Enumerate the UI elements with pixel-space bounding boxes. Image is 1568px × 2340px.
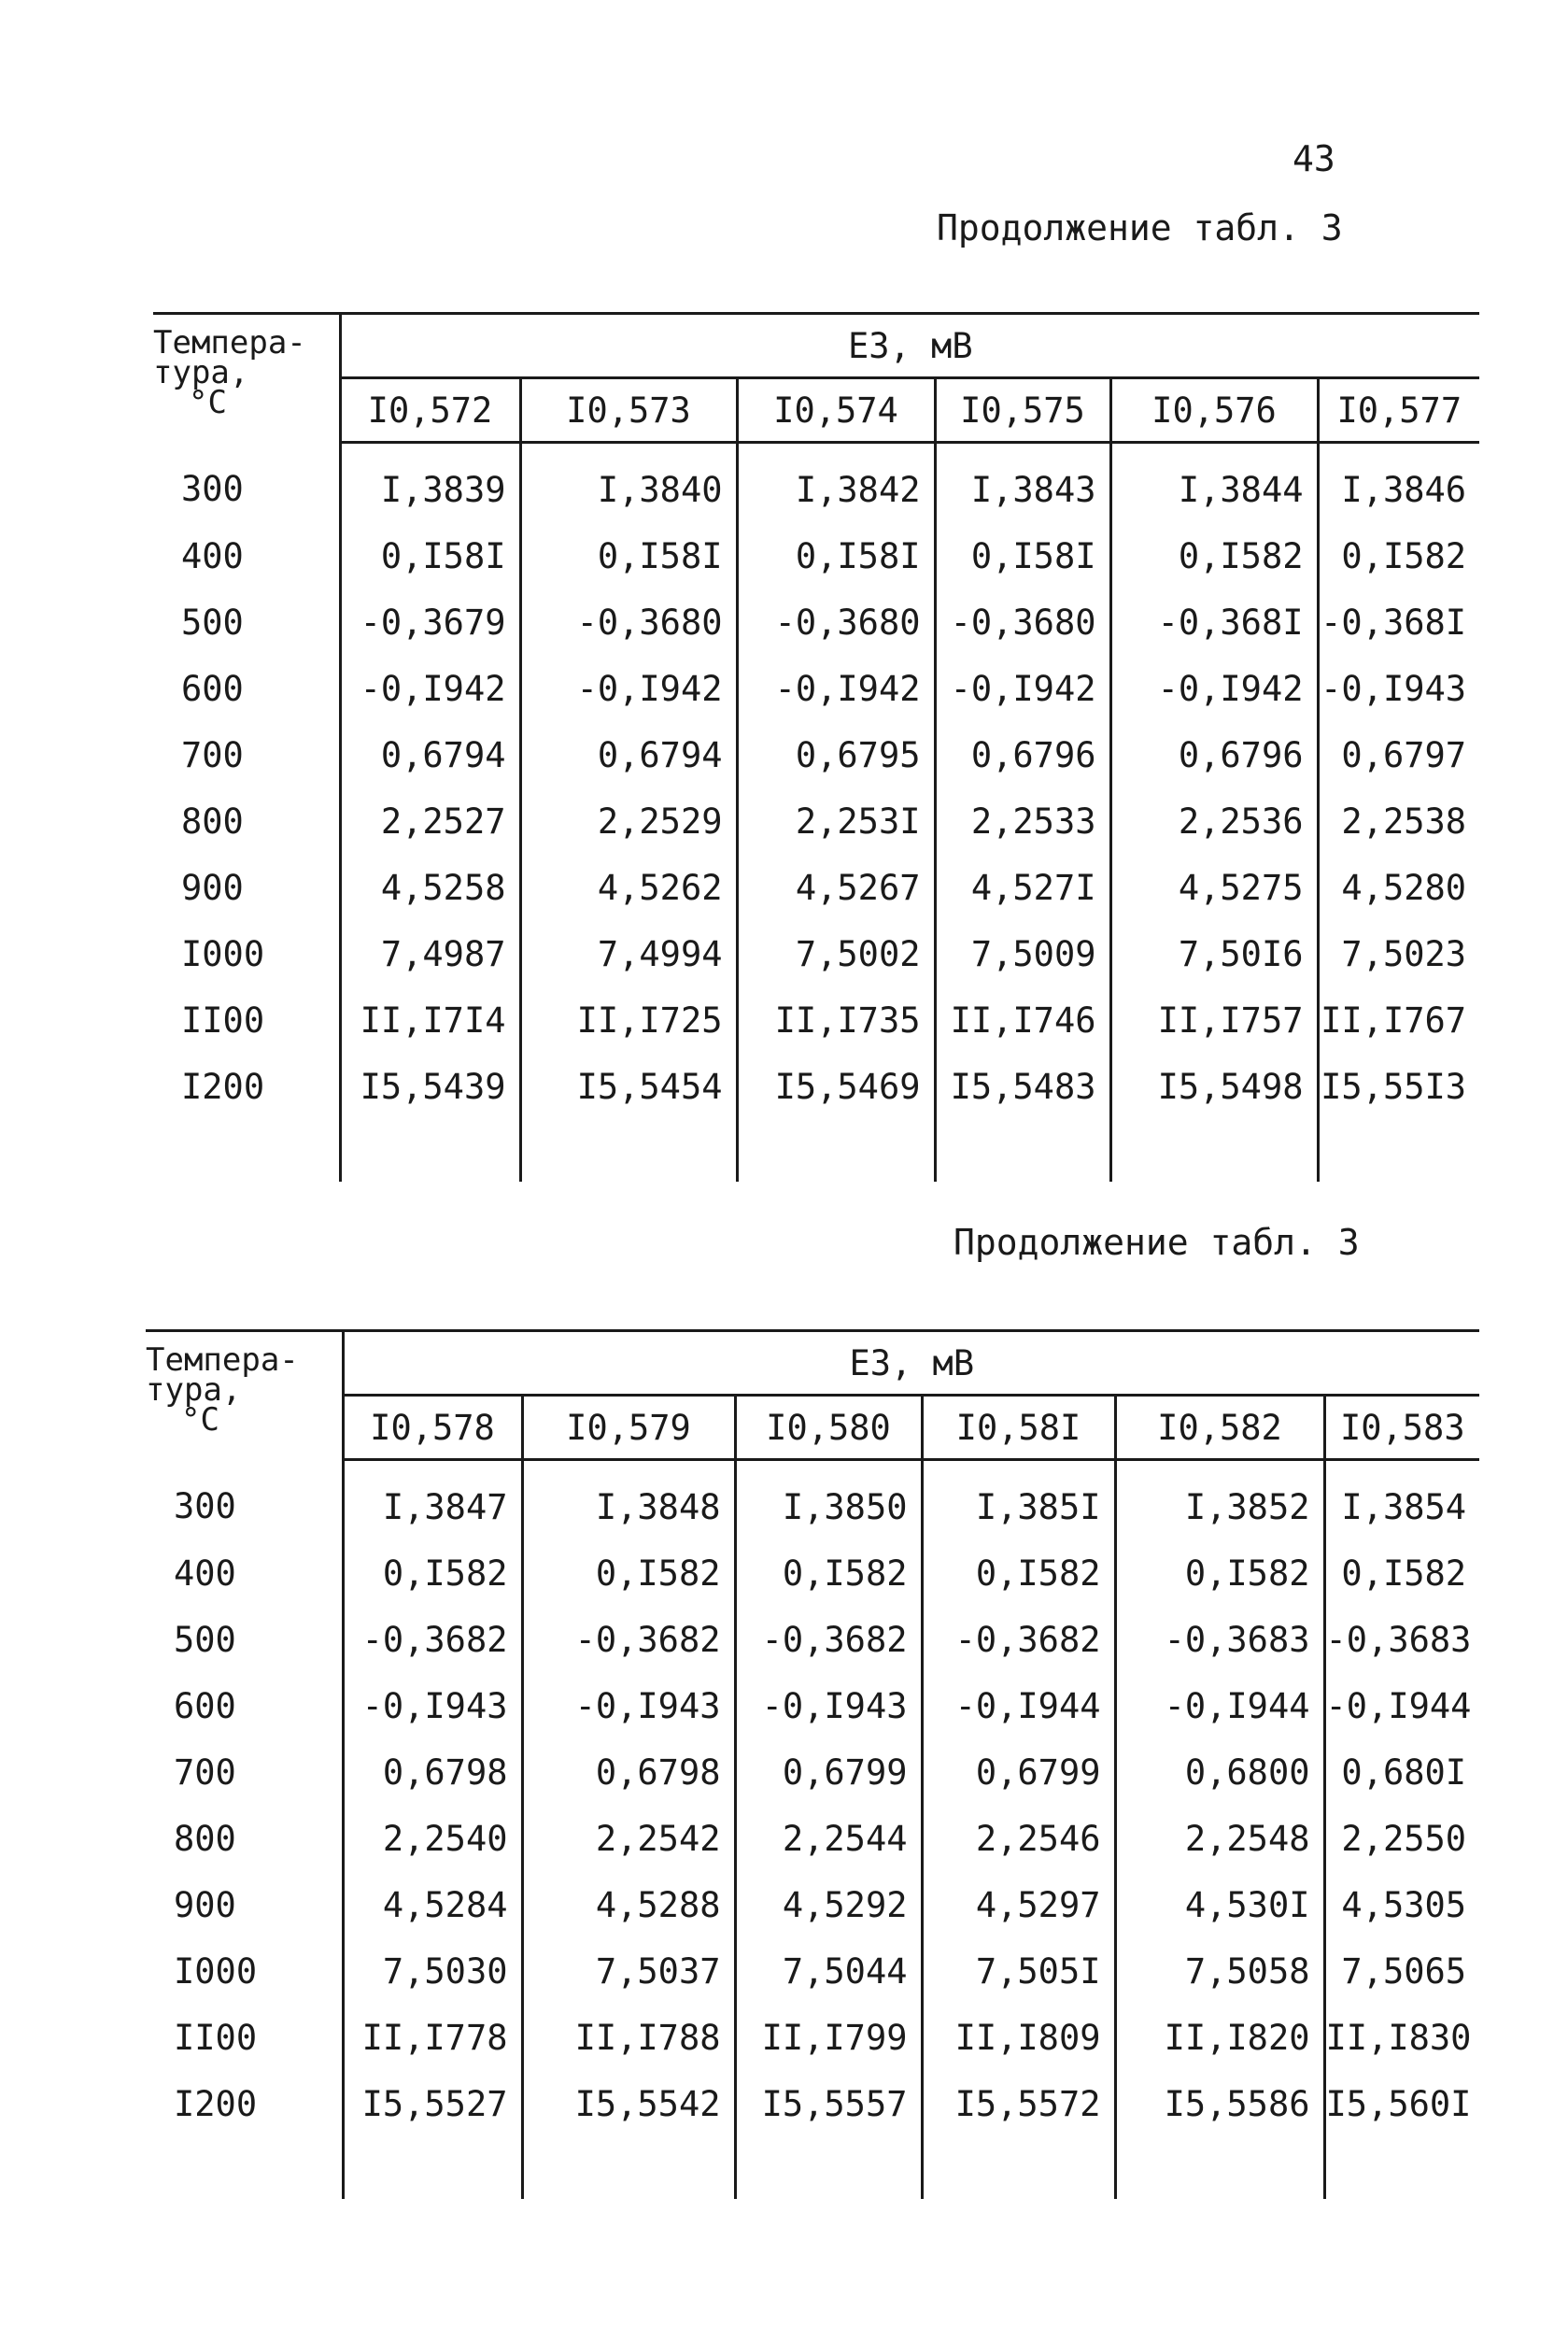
emf-value-cell: -0,368I bbox=[1110, 589, 1318, 656]
empty-cell bbox=[1110, 1120, 1318, 1182]
emf-value-cell: I5,560I bbox=[1324, 2071, 1479, 2137]
temperature-header bbox=[146, 1331, 343, 1460]
temperature-cell: 300 bbox=[181, 469, 244, 510]
temperature-cell: 600 bbox=[174, 1686, 236, 1726]
emf-value-cell: 4,5297 bbox=[922, 1872, 1115, 1938]
emf-value-cell: I5,5572 bbox=[922, 2071, 1115, 2137]
emf-value-cell: 0,680I bbox=[1324, 1739, 1479, 1806]
emf-value-cell: I5,5439 bbox=[340, 1054, 520, 1120]
table-row bbox=[153, 1054, 1479, 1120]
emf-value-cell: 0,6797 bbox=[1318, 722, 1479, 788]
temperature-unit: °C bbox=[189, 384, 227, 421]
temperature-header-line1: Темпера- bbox=[146, 1341, 299, 1379]
temperature-cell: 500 bbox=[174, 1620, 236, 1660]
column-header: I0,580 bbox=[735, 1396, 922, 1460]
emf-value-cell: I,3848 bbox=[522, 1460, 735, 1541]
table-row bbox=[146, 1673, 1479, 1739]
emf-value-cell: I5,5542 bbox=[522, 2071, 735, 2137]
emf-value-cell: II,I830 bbox=[1324, 2005, 1479, 2071]
temperature-cell: 600 bbox=[181, 669, 244, 709]
table-row bbox=[153, 788, 1479, 855]
table-row bbox=[153, 589, 1479, 656]
table-row bbox=[153, 855, 1479, 921]
table-row bbox=[153, 523, 1479, 589]
emf-value-cell: 0,6796 bbox=[1110, 722, 1318, 788]
emf-value-cell: 4,527I bbox=[935, 855, 1110, 921]
emf-value-cell: I,3850 bbox=[735, 1460, 922, 1541]
emf-value-cell: -0,3682 bbox=[735, 1607, 922, 1673]
emf-value-cell: 0,6799 bbox=[735, 1739, 922, 1806]
empty-cell bbox=[146, 2137, 343, 2199]
empty-cell bbox=[522, 2137, 735, 2199]
emf-value-cell: 0,I582 bbox=[1318, 523, 1479, 589]
emf-value-cell: -0,3680 bbox=[935, 589, 1110, 656]
column-header: I0,578 bbox=[343, 1396, 522, 1460]
table-row bbox=[146, 1460, 1479, 1541]
emf-value-cell: I5,55I3 bbox=[1318, 1054, 1479, 1120]
emf-value-cell: 2,2546 bbox=[922, 1806, 1115, 1872]
temperature-cell: 500 bbox=[181, 603, 244, 643]
emf-value-cell: 0,I58I bbox=[340, 523, 520, 589]
emf-value-cell: -0,3682 bbox=[522, 1607, 735, 1673]
temperature-cell: 900 bbox=[181, 868, 244, 908]
emf-value-cell: 7,5037 bbox=[522, 1938, 735, 2005]
column-header: I0,575 bbox=[935, 378, 1110, 443]
emf-value-cell: 0,6798 bbox=[522, 1739, 735, 1806]
emf-value-cell: 0,I58I bbox=[737, 523, 935, 589]
emf-value-cell: I,385I bbox=[922, 1460, 1115, 1541]
emf-value-cell: -0,3680 bbox=[520, 589, 737, 656]
emf-value-cell: 0,I582 bbox=[343, 1540, 522, 1607]
column-header: I0,583 bbox=[1324, 1396, 1479, 1460]
emf-value-cell: 0,6795 bbox=[737, 722, 935, 788]
emf-value-cell: 7,505I bbox=[922, 1938, 1115, 2005]
emf-value-cell: 7,4994 bbox=[520, 921, 737, 987]
emf-group-header: E3, мВ bbox=[340, 314, 1479, 378]
emf-value-cell: 0,6794 bbox=[340, 722, 520, 788]
emf-value-cell: I5,5498 bbox=[1110, 1054, 1318, 1120]
emf-value-cell: 7,5023 bbox=[1318, 921, 1479, 987]
emf-value-cell: 0,6799 bbox=[922, 1739, 1115, 1806]
empty-cell bbox=[153, 1120, 340, 1182]
empty-cell bbox=[737, 1120, 935, 1182]
emf-value-cell: II,I725 bbox=[520, 987, 737, 1054]
thermo-emf-table bbox=[153, 312, 1479, 1182]
table-row bbox=[146, 1739, 1479, 1806]
table-row bbox=[146, 1938, 1479, 2005]
temperature-cell: 700 bbox=[174, 1752, 236, 1793]
emf-value-cell: II,I799 bbox=[735, 2005, 922, 2071]
emf-value-cell: 4,5284 bbox=[343, 1872, 522, 1938]
emf-value-cell: -0,I942 bbox=[340, 656, 520, 722]
emf-value-cell: 0,I582 bbox=[1324, 1540, 1479, 1607]
emf-value-cell: I5,5527 bbox=[343, 2071, 522, 2137]
temperature-cell: 300 bbox=[174, 1486, 236, 1527]
emf-value-cell: 0,I582 bbox=[522, 1540, 735, 1607]
emf-value-cell: 2,2550 bbox=[1324, 1806, 1479, 1872]
table-row bbox=[146, 1540, 1479, 1607]
temperature-header-line1: Темпера- bbox=[153, 324, 306, 362]
column-header: I0,58I bbox=[922, 1396, 1115, 1460]
emf-value-cell: I,3852 bbox=[1115, 1460, 1324, 1541]
emf-value-cell: II,I7I4 bbox=[340, 987, 520, 1054]
emf-value-cell: 0,6794 bbox=[520, 722, 737, 788]
temperature-cell: I200 bbox=[174, 2084, 258, 2124]
emf-value-cell: 4,5292 bbox=[735, 1872, 922, 1938]
emf-value-cell: I,3839 bbox=[340, 443, 520, 524]
temperature-cell: I000 bbox=[181, 934, 265, 974]
emf-value-cell: -0,I943 bbox=[1318, 656, 1479, 722]
empty-cell bbox=[1324, 2137, 1479, 2199]
emf-value-cell: -0,I942 bbox=[520, 656, 737, 722]
emf-value-cell: 0,6798 bbox=[343, 1739, 522, 1806]
column-header-row bbox=[153, 378, 1479, 443]
temperature-cell: I000 bbox=[174, 1951, 258, 1992]
emf-value-cell: II,I809 bbox=[922, 2005, 1115, 2071]
emf-value-cell: 2,2544 bbox=[735, 1806, 922, 1872]
empty-cell bbox=[735, 2137, 922, 2199]
emf-value-cell: I,3847 bbox=[343, 1460, 522, 1541]
emf-value-cell: -0,I942 bbox=[935, 656, 1110, 722]
emf-value-cell: II,I788 bbox=[522, 2005, 735, 2071]
emf-value-cell: II,I757 bbox=[1110, 987, 1318, 1054]
emf-value-cell: 4,5305 bbox=[1324, 1872, 1479, 1938]
emf-value-cell: I5,5454 bbox=[520, 1054, 737, 1120]
emf-value-cell: 7,50I6 bbox=[1110, 921, 1318, 987]
emf-value-cell: I,3842 bbox=[737, 443, 935, 524]
emf-value-cell: 0,I582 bbox=[1110, 523, 1318, 589]
emf-value-cell: II,I820 bbox=[1115, 2005, 1324, 2071]
emf-value-cell: -0,I944 bbox=[1324, 1673, 1479, 1739]
column-header: I0,573 bbox=[520, 378, 737, 443]
emf-value-cell: -0,I943 bbox=[522, 1673, 735, 1739]
column-header: I0,582 bbox=[1115, 1396, 1324, 1460]
empty-cell bbox=[1115, 2137, 1324, 2199]
temperature-header-line2: тура, bbox=[146, 1371, 242, 1409]
emf-value-cell: I5,5469 bbox=[737, 1054, 935, 1120]
emf-value-cell: 0,I582 bbox=[922, 1540, 1115, 1607]
table-caption: Продолжение табл. 3 bbox=[937, 207, 1343, 248]
emf-value-cell: 2,2533 bbox=[935, 788, 1110, 855]
temperature-cell: II00 bbox=[174, 2018, 258, 2058]
column-header: I0,572 bbox=[340, 378, 520, 443]
temperature-cell: 800 bbox=[181, 801, 244, 842]
temperature-cell: 800 bbox=[174, 1819, 236, 1859]
emf-value-cell: 4,5258 bbox=[340, 855, 520, 921]
emf-value-cell: 7,4987 bbox=[340, 921, 520, 987]
empty-cell bbox=[343, 2137, 522, 2199]
temperature-cell: 700 bbox=[181, 735, 244, 775]
emf-value-cell: 0,I58I bbox=[935, 523, 1110, 589]
emf-value-cell: 7,5058 bbox=[1115, 1938, 1324, 2005]
temperature-cell: 400 bbox=[181, 536, 244, 576]
emf-value-cell: -0,3679 bbox=[340, 589, 520, 656]
column-header: I0,574 bbox=[737, 378, 935, 443]
empty-cell bbox=[922, 2137, 1115, 2199]
emf-value-cell: 2,2540 bbox=[343, 1806, 522, 1872]
emf-value-cell: II,I778 bbox=[343, 2005, 522, 2071]
emf-value-cell: 2,2527 bbox=[340, 788, 520, 855]
emf-value-cell: I,3854 bbox=[1324, 1460, 1479, 1541]
emf-value-cell: -0,3680 bbox=[737, 589, 935, 656]
table-bottom-spacer bbox=[153, 1120, 1479, 1182]
emf-group-header: E3, мВ bbox=[343, 1331, 1479, 1396]
table-row bbox=[153, 443, 1479, 524]
table-bottom-spacer bbox=[146, 2137, 1479, 2199]
emf-value-cell: 4,5262 bbox=[520, 855, 737, 921]
column-header-row bbox=[146, 1396, 1479, 1460]
temperature-unit: °C bbox=[181, 1401, 219, 1439]
emf-value-cell: 2,2529 bbox=[520, 788, 737, 855]
emf-value-cell: I,3844 bbox=[1110, 443, 1318, 524]
emf-value-cell: 2,2548 bbox=[1115, 1806, 1324, 1872]
table-row bbox=[146, 2071, 1479, 2137]
table-caption: Продолжение табл. 3 bbox=[954, 1222, 1360, 1263]
emf-value-cell: I5,5483 bbox=[935, 1054, 1110, 1120]
table-row bbox=[146, 1806, 1479, 1872]
emf-value-cell: II,I767 bbox=[1318, 987, 1479, 1054]
temperature-header-line2: тура, bbox=[153, 354, 249, 391]
column-header: I0,576 bbox=[1110, 378, 1318, 443]
table-row bbox=[153, 722, 1479, 788]
emf-value-cell: 0,6796 bbox=[935, 722, 1110, 788]
emf-value-cell: I,3846 bbox=[1318, 443, 1479, 524]
emf-value-cell: I5,5586 bbox=[1115, 2071, 1324, 2137]
emf-value-cell: 0,I582 bbox=[735, 1540, 922, 1607]
emf-value-cell: 4,530I bbox=[1115, 1872, 1324, 1938]
column-header: I0,579 bbox=[522, 1396, 735, 1460]
empty-cell bbox=[935, 1120, 1110, 1182]
emf-value-cell: 2,2542 bbox=[522, 1806, 735, 1872]
emf-value-cell: -0,3682 bbox=[922, 1607, 1115, 1673]
emf-value-cell: I5,5557 bbox=[735, 2071, 922, 2137]
emf-value-cell: -0,368I bbox=[1318, 589, 1479, 656]
emf-value-cell: 4,5267 bbox=[737, 855, 935, 921]
emf-value-cell: 0,6800 bbox=[1115, 1739, 1324, 1806]
emf-value-cell: II,I746 bbox=[935, 987, 1110, 1054]
emf-value-cell: -0,3683 bbox=[1324, 1607, 1479, 1673]
emf-value-cell: II,I735 bbox=[737, 987, 935, 1054]
emf-value-cell: 0,I58I bbox=[520, 523, 737, 589]
table-row bbox=[153, 656, 1479, 722]
emf-value-cell: -0,I943 bbox=[343, 1673, 522, 1739]
emf-value-cell: 2,253I bbox=[737, 788, 935, 855]
emf-value-cell: 2,2538 bbox=[1318, 788, 1479, 855]
emf-value-cell: 7,5002 bbox=[737, 921, 935, 987]
emf-value-cell: 7,5065 bbox=[1324, 1938, 1479, 2005]
emf-value-cell: 4,5288 bbox=[522, 1872, 735, 1938]
empty-cell bbox=[340, 1120, 520, 1182]
temperature-header bbox=[153, 314, 340, 443]
emf-value-cell: -0,I942 bbox=[1110, 656, 1318, 722]
emf-value-cell: -0,I944 bbox=[1115, 1673, 1324, 1739]
table-row bbox=[146, 1872, 1479, 1938]
emf-value-cell: 7,5044 bbox=[735, 1938, 922, 2005]
page-number: 43 bbox=[1293, 138, 1335, 179]
temperature-cell: 900 bbox=[174, 1885, 236, 1925]
emf-value-cell: -0,I944 bbox=[922, 1673, 1115, 1739]
table-row bbox=[146, 1607, 1479, 1673]
emf-value-cell: 2,2536 bbox=[1110, 788, 1318, 855]
temperature-cell: II00 bbox=[181, 1000, 265, 1041]
emf-value-cell: I,3840 bbox=[520, 443, 737, 524]
emf-value-cell: 7,5030 bbox=[343, 1938, 522, 2005]
emf-value-cell: -0,3683 bbox=[1115, 1607, 1324, 1673]
emf-value-cell: I,3843 bbox=[935, 443, 1110, 524]
temperature-cell: 400 bbox=[174, 1553, 236, 1594]
table-row bbox=[153, 987, 1479, 1054]
table-row bbox=[146, 2005, 1479, 2071]
thermo-emf-table bbox=[146, 1329, 1479, 2199]
emf-value-cell: 0,I582 bbox=[1115, 1540, 1324, 1607]
emf-value-cell: -0,3682 bbox=[343, 1607, 522, 1673]
emf-value-cell: -0,I942 bbox=[737, 656, 935, 722]
column-header: I0,577 bbox=[1318, 378, 1479, 443]
emf-value-cell: -0,I943 bbox=[735, 1673, 922, 1739]
emf-value-cell: 4,5275 bbox=[1110, 855, 1318, 921]
empty-cell bbox=[520, 1120, 737, 1182]
emf-value-cell: 4,5280 bbox=[1318, 855, 1479, 921]
empty-cell bbox=[1318, 1120, 1479, 1182]
table-row bbox=[153, 921, 1479, 987]
emf-value-cell: 7,5009 bbox=[935, 921, 1110, 987]
temperature-cell: I200 bbox=[181, 1067, 265, 1107]
